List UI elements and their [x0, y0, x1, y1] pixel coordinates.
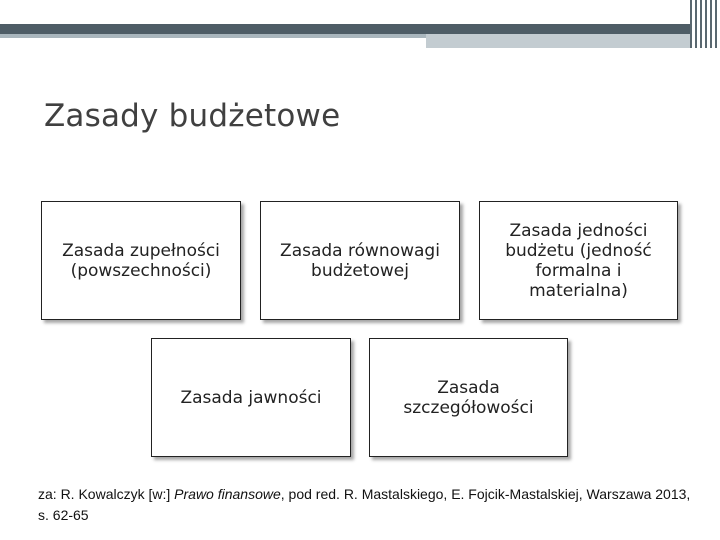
slide-title: Zasady budżetowe: [44, 98, 341, 134]
principle-label: Zasada jawności: [180, 387, 322, 408]
header-bar-light-right: [426, 34, 720, 48]
decorative-stripes: [690, 0, 720, 48]
header-bar-light: [0, 34, 426, 38]
principle-box-unity: [479, 201, 678, 320]
principle-label: Zasada szczegółowości: [403, 377, 534, 418]
top-band: [0, 0, 720, 24]
principle-label: Zasada zupełności (powszechności): [62, 240, 220, 281]
principle-box-specificity: [369, 338, 568, 457]
header-bar-dark: [0, 24, 720, 34]
principle-label: Zasada równowagi budżetowej: [280, 240, 440, 281]
citation-work-title: Prawo finansowe: [174, 486, 281, 502]
citation-prefix: za: R. Kowalczyk [w:]: [38, 486, 175, 502]
source-citation: [38, 484, 698, 526]
citation-suffix: , pod red. R. Mastalskiego, E. Fojcik-Mastalskiej, Warszawa 2013, s. 62-65: [38, 486, 691, 523]
principle-label: Zasada jedności budżetu (jedność formalna i materialna): [505, 220, 652, 301]
principle-box-completeness: [41, 201, 241, 320]
principle-box-transparency: [151, 338, 351, 457]
principle-box-balance: [260, 201, 460, 320]
